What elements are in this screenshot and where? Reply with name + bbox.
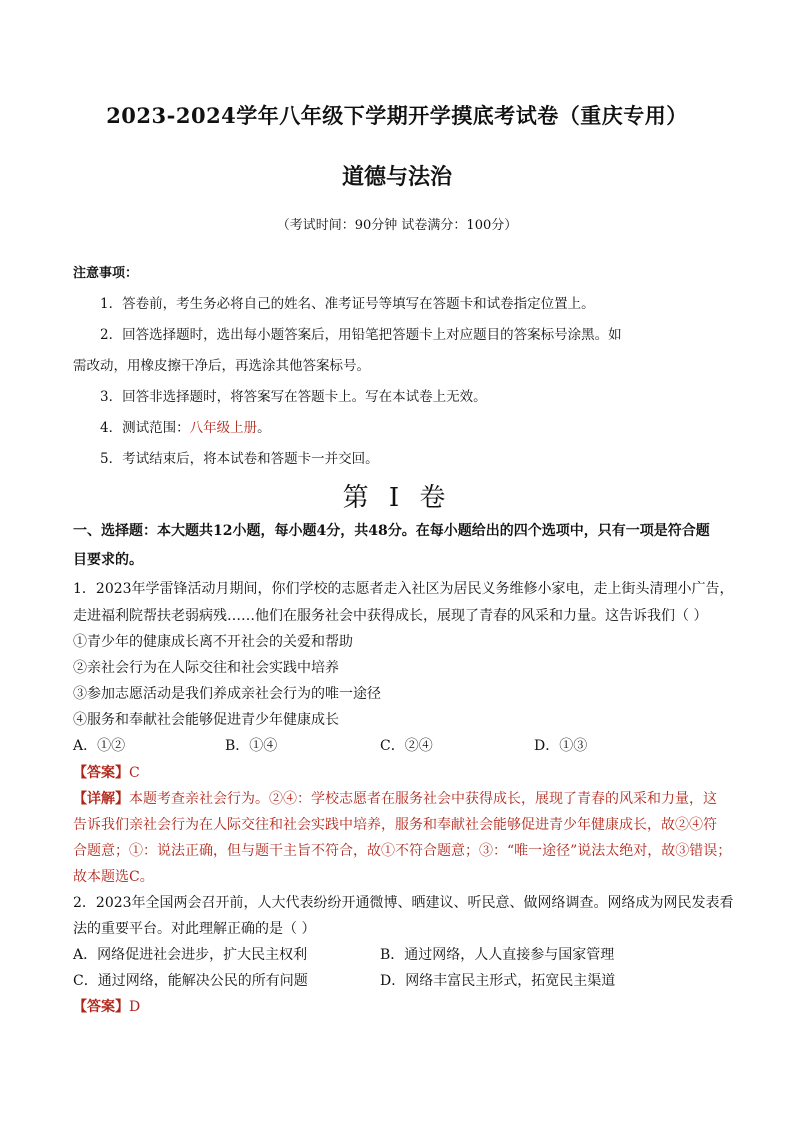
q2-answer	[73, 996, 140, 1016]
q2-stem-line1: 2．2023年全国两会召开前，人大代表纷纷开通微博、晒建议、听民意、做网络调查。网络成为网民发表看	[73, 895, 734, 911]
notice-item-2a: 2．回答选择题时，选出每小题答案后，用铅笔把答题卡上对应题目的答案标号涂黑。如	[100, 327, 622, 343]
q2-option-b: B．通过网络，人人直接参与国家管理	[380, 947, 615, 963]
q2-answer-tag: 【答案】	[73, 999, 129, 1015]
q1-statement-4: ④服务和奉献社会能够促进青少年健康成长	[73, 712, 339, 728]
notice-item-4-prefix: 4．测试范围：	[100, 420, 190, 436]
q1-analysis-line2: 告诉我们亲社会行为在人际交往和社会实践中培养，服务和奉献社会能够促进青少年健康成长，故②④符	[73, 817, 717, 833]
q2-option-a: A．网络促进社会进步，扩大民主权利	[73, 947, 308, 963]
section-heading-line2: 目要求的。	[73, 552, 143, 568]
notice-item-2b: 需改动，用橡皮擦干净后，再选涂其他答案标号。	[73, 358, 370, 374]
q1-option-a: A．①②	[73, 738, 126, 754]
q1-stem-line2: 走进福利院帮扶老弱病残……他们在服务社会中获得成长，展现了青春的风采和力量。这告诉我们（ ）	[73, 608, 708, 624]
q1-statement-2: ②亲社会行为在人际交往和社会实践中培养	[73, 660, 339, 676]
q1-answer	[73, 762, 140, 782]
exam-time-info: （考试时间：90分钟 试卷满分：100分）	[276, 218, 518, 233]
notice-item-4-suffix: 。	[257, 420, 271, 436]
q1-answer-tag: 【答案】	[73, 765, 129, 781]
q1-statement-3: ③参加志愿活动是我们养成亲社会行为的唯一途径	[73, 686, 381, 702]
q1-analysis-line1	[73, 788, 717, 808]
q1-statement-1: ①青少年的健康成长离不开社会的关爱和帮助	[73, 634, 353, 650]
q1-analysis-line3: 合题意；①：说法正确，但与题干主旨不符合，故①不符合题意；③：“唯一途径”说法太绝对，故③错误；	[73, 843, 732, 859]
q1-option-c: C．②④	[380, 738, 433, 754]
notice-item-1: 1．答卷前，考生务必将自己的姓名、准考证号等填写在答题卡和试卷指定位置上。	[100, 296, 595, 312]
q2-stem-line2: 法的重要平台。对此理解正确的是（ ）	[73, 921, 316, 937]
volume-heading: 第 I 卷	[342, 483, 452, 513]
q1-answer-value: C	[129, 765, 140, 781]
q2-answer-value: D	[129, 999, 141, 1015]
exam-title: 2023-2024学年八年级下学期开学摸底考试卷（重庆专用）	[106, 103, 688, 128]
q1-analysis-text1: 本题考查亲社会行为。②④：学校志愿者在服务社会中获得成长，展现了青春的风采和力量，这	[129, 791, 717, 807]
notice-item-3: 3．回答非选择题时，将答案写在答题卡上。写在本试卷上无效。	[100, 389, 487, 405]
notice-item-5: 5．考试结束后，将本试卷和答题卡一并交回。	[100, 451, 379, 467]
q1-option-b: B．①④	[225, 738, 278, 754]
test-scope: 八年级上册	[189, 420, 258, 436]
q1-analysis-tag: 【详解】	[73, 791, 129, 807]
q2-option-d: D．网络丰富民主形式，拓宽民主渠道	[380, 973, 616, 989]
section-heading-line1: 一、选择题：本大题共12小题，每小题4分，共48分。在每小题给出的四个选项中，只有一项是符合题	[73, 523, 710, 539]
q1-stem-line1: 1．2023年学雷锋活动月期间，你们学校的志愿者走入社区为居民义务维修小家电，走上街头清理小广告，	[73, 581, 734, 597]
notice-item-4	[100, 416, 271, 436]
notice-heading: 注意事项：	[73, 266, 139, 281]
q1-option-d: D．①③	[534, 738, 588, 754]
q1-analysis-line4: 故本题选C。	[73, 869, 154, 885]
subject-title: 道德与法治	[341, 164, 452, 190]
q2-option-c: C．通过网络，能解决公民的所有问题	[73, 973, 308, 989]
